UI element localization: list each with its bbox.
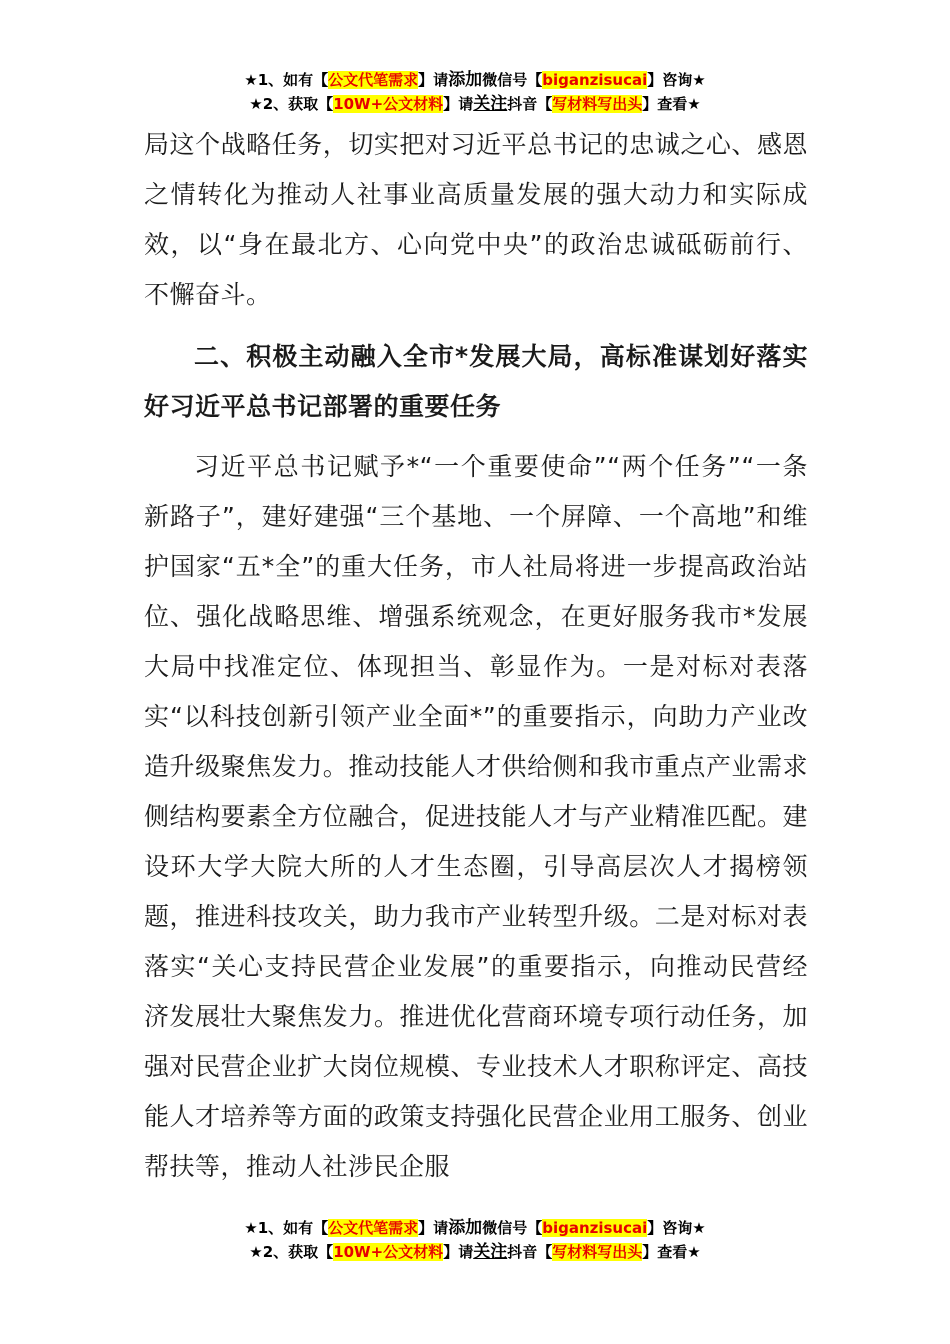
bottom-banner-line-2: ★2、获取【10W+公文材料】请关注抖音【写材料写出头】查看★ (249, 1242, 701, 1262)
top-banner-line-1: ★1、如有【公文代笔需求】请添加微信号【biganzisucai】咨询★ (244, 70, 706, 90)
highlight-materials: 10W+公文材料 (333, 1243, 444, 1261)
top-banner-line-2: ★2、获取【10W+公文材料】请关注抖音【写材料写出头】查看★ (249, 94, 701, 114)
highlight-materials: 10W+公文材料 (333, 95, 444, 113)
top-promo-banner (0, 68, 950, 116)
highlight-ghostwriting: 公文代笔需求 (328, 71, 419, 89)
paragraph-section-2: 习近平总书记赋予*“一个重要使命”“两个任务”“一条新路子”，建好建强“三个基地、一个屏障、一个高地”和维护国家“五*全”的重大任务，市人社局将进一步提高政治站位、强化战略思维、增强系统观念，在更好服务我市*发展大局中找准定位、体现担当、彰显作为。一是对标对表落实“以科技创新引领产业全面*”的重要指示，向助力产业改造升级聚焦发力。推动技能人才供给侧和我市重点产业需求侧结构要素全方位融合，促进技能人才与产业精准匹配。建设环大学大院大所的人才生态圈，引导高层次人才揭榜领题，推进科技攻关，助力我市产业转型升级。二是对标对表落实“关心支持民营企业发展”的重要指示，向推动民营经济发展壮大聚焦发力。推进优化营商环境专项行动任务，加强对民营企业扩大岗位规模、专业技术人才职称评定、高技能人才培养等方面的政策支持强化民营企业用工服务、创业帮扶等，推动人社涉民企服 (144, 452, 808, 1181)
bottom-banner-line-1: ★1、如有【公文代笔需求】请添加微信号【biganzisucai】咨询★ (244, 1218, 706, 1238)
section-heading-2: 二、积极主动融入全市*发展大局，高标准谋划好落实好习近平总书记部署的重要任务 (144, 342, 808, 421)
highlight-douyin: 写材料写出头 (552, 95, 643, 113)
highlight-wechat-id: biganzisucai (542, 1219, 648, 1237)
bottom-promo-banner (0, 1216, 950, 1264)
highlight-douyin: 写材料写出头 (552, 1243, 643, 1261)
highlight-ghostwriting: 公文代笔需求 (328, 1219, 419, 1237)
highlight-wechat-id: biganzisucai (542, 71, 648, 89)
paragraph-continued: 局这个战略任务，切实把对习近平总书记的忠诚之心、感恩之情转化为推动人社事业高质量发展的强大动力和实际成效，以“身在最北方、心向党中央”的政治忠诚砥砺前行、不懈奋斗。 (144, 130, 808, 309)
